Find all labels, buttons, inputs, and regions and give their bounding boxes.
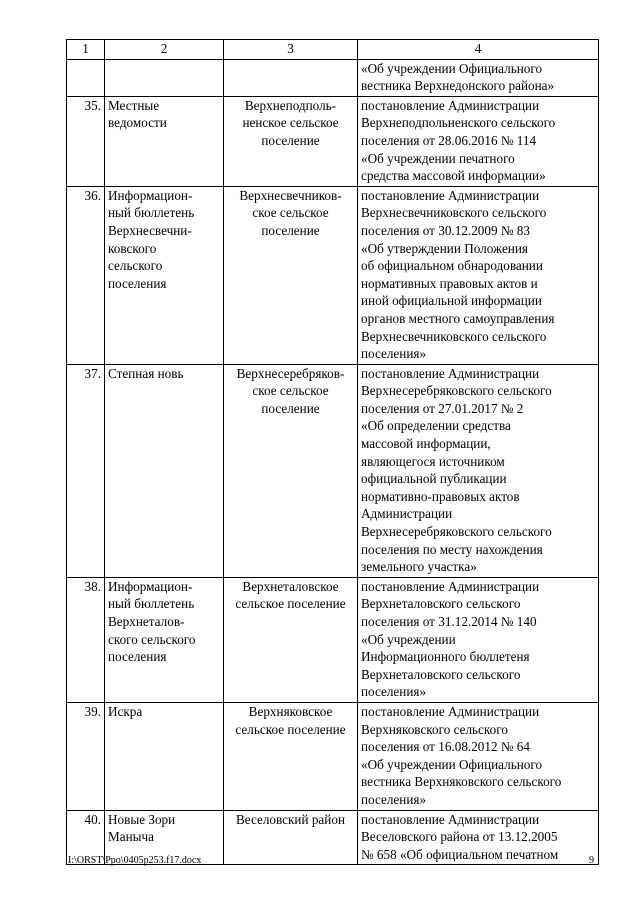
territory-line: Верхнеподполь-	[244, 97, 337, 113]
continuation-row	[67, 59, 599, 96]
cell-act	[358, 96, 599, 186]
cell-territory	[224, 59, 358, 96]
act-line: поселения по месту нахождения	[361, 541, 543, 557]
act-line: «Об утверждении Положения	[361, 240, 528, 256]
act-line: поселения от 28.06.2016 № 114	[361, 132, 537, 148]
cell-territory	[224, 96, 358, 186]
act-line: поселения от 16.08.2012 № 64	[361, 739, 530, 755]
cell-name	[105, 577, 224, 702]
cell-act	[358, 577, 599, 702]
act-line: постановление Администрации	[361, 97, 540, 113]
act-line: поселения»	[361, 346, 427, 362]
cell-territory	[224, 186, 358, 364]
name-line: Степная новь	[108, 365, 184, 381]
cell-number: 40.	[67, 810, 105, 865]
name-line: Верхнесвечни-	[108, 222, 192, 238]
name-line: ковского	[108, 240, 157, 256]
territory-line: Верхнесеребряков-	[236, 365, 345, 381]
name-line: Информацион-	[108, 578, 193, 594]
act-line: органов местного самоуправления	[361, 310, 555, 326]
cell-number	[67, 59, 105, 96]
act-line: нормативно-правовых актов	[361, 488, 520, 504]
cell-territory	[224, 810, 358, 865]
name-line: Местные	[108, 97, 160, 113]
act-line: массовой информации,	[361, 436, 491, 452]
act-line: «Об учреждении	[361, 631, 456, 647]
footer-file-path: I:\ORST\Ppo\0405p253.f17.docx	[68, 855, 202, 866]
cell-territory	[224, 577, 358, 702]
column-number: 2	[105, 40, 224, 60]
act-line: Верхнеподпольненского сельского	[361, 115, 556, 131]
column-number: 4	[358, 40, 599, 60]
territory-line: поселение	[261, 222, 320, 238]
act-line: иной официальной информации	[361, 293, 542, 309]
name-line: Информацион-	[108, 187, 193, 203]
act-line: средства массовой информации»	[361, 168, 546, 184]
act-line: № 658 «Об официальном печатном	[361, 846, 559, 862]
name-line: Маныча	[108, 829, 154, 845]
act-line: Верхнесеребряковского сельского	[361, 524, 552, 540]
act-line: являющегося источником	[361, 453, 505, 469]
act-line: Верхнесвечниковского сельского	[361, 328, 547, 344]
act-line: «Об учреждении Официального	[361, 756, 543, 772]
cell-act	[358, 186, 599, 364]
act-line: нормативных правовых актов и	[361, 275, 538, 291]
name-line: ведомости	[108, 115, 167, 131]
cell-name	[105, 96, 224, 186]
cell-name	[105, 364, 224, 577]
cell-territory	[224, 702, 358, 810]
act-line: Верхнеталовского сельского	[361, 596, 521, 612]
table-row	[67, 186, 599, 364]
act-line: поселения от 27.01.2017 № 2	[361, 400, 524, 416]
act-line: Верхнесвечниковского сельского	[361, 205, 547, 221]
table-row	[67, 702, 599, 810]
act-line: официальной публикации	[361, 471, 507, 487]
cell-number: 38.	[67, 577, 105, 702]
act-line: постановление Администрации	[361, 365, 540, 381]
territory-line: Веселовский район	[236, 811, 345, 827]
act-line: поселения от 31.12.2014 № 140	[361, 614, 537, 629]
territory-line: Верхняковское	[248, 703, 333, 719]
name-line: поселения	[108, 649, 167, 665]
act-line: Веселовского района от 13.12.2005	[361, 829, 558, 845]
act-line: Верхняковского сельского	[361, 721, 508, 737]
territory-line: ское сельское	[252, 205, 329, 221]
cell-act	[358, 59, 599, 96]
act-line: земельного участка»	[361, 559, 477, 575]
name-line: ный бюллетень	[108, 596, 195, 612]
act-line: Администрации	[361, 506, 453, 522]
name-line: ского сельского	[108, 631, 196, 647]
act-line: об официальном обнародовании	[361, 258, 543, 274]
act-line: постановление Администрации	[361, 811, 540, 827]
cell-number: 36.	[67, 186, 105, 364]
territory-line: поселение	[261, 132, 320, 148]
act-line: вестника Верхнедонского района»	[361, 78, 555, 94]
act-line: «Об определении средства	[361, 418, 511, 434]
territory-line: Верхнеталовское	[242, 578, 339, 594]
act-line: поселения от 30.12.2009 № 83	[361, 222, 530, 238]
act-line: поселения»	[361, 791, 427, 807]
territory-line: ненское сельское	[242, 115, 339, 131]
act-line: «Об учреждении Официального	[361, 60, 543, 76]
name-line: ный бюллетень	[108, 205, 195, 221]
cell-name	[105, 702, 224, 810]
column-number-row	[67, 40, 599, 60]
table-row	[67, 96, 599, 186]
territory-line: сельское поселение	[235, 596, 346, 612]
act-line: Верхнеталовского сельского	[361, 666, 521, 682]
act-line: постановление Администрации	[361, 578, 540, 594]
registry-table	[66, 39, 599, 865]
name-line: Верхнеталов-	[108, 614, 185, 629]
cell-number: 37.	[67, 364, 105, 577]
cell-act	[358, 810, 599, 865]
cell-act	[358, 702, 599, 810]
table-row	[67, 577, 599, 702]
cell-number: 39.	[67, 702, 105, 810]
column-number: 3	[224, 40, 358, 60]
name-line: сельского	[108, 258, 163, 274]
territory-line: сельское поселение	[235, 721, 346, 737]
act-line: Информационного бюллетеня	[361, 649, 530, 665]
cell-number: 35.	[67, 96, 105, 186]
page-number: 9	[589, 855, 594, 866]
name-line: поселения	[108, 275, 167, 291]
act-line: «Об учреждении печатного	[361, 150, 515, 166]
cell-act	[358, 364, 599, 577]
act-line: Верхнесеребряковского сельского	[361, 383, 552, 399]
cell-territory	[224, 364, 358, 577]
act-line: постановление Администрации	[361, 187, 540, 203]
territory-line: ское сельское	[252, 383, 329, 399]
table-row	[67, 364, 599, 577]
act-line: вестника Верхняковского сельского	[361, 774, 562, 790]
cell-name	[105, 186, 224, 364]
name-line: Искра	[108, 703, 143, 719]
name-line: Новые Зори	[108, 811, 176, 827]
act-line: поселения»	[361, 684, 427, 700]
territory-line: Верхнесвечников-	[239, 187, 342, 203]
column-number: 1	[67, 40, 105, 60]
cell-name	[105, 59, 224, 96]
territory-line: поселение	[261, 400, 320, 416]
act-line: постановление Администрации	[361, 703, 540, 719]
